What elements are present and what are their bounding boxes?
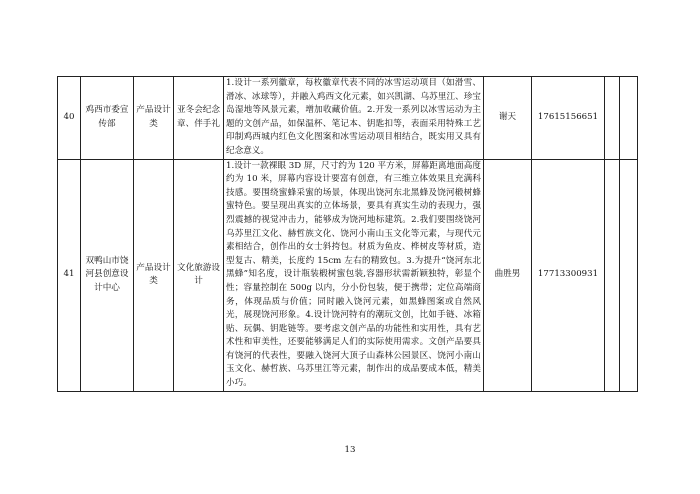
row-category: 产品设计类 xyxy=(134,159,174,391)
row-extra xyxy=(605,77,620,160)
row-extra xyxy=(620,159,638,391)
row-topic: 文化旅游设计 xyxy=(174,159,224,391)
row-index: 41 xyxy=(58,159,81,391)
row-description: 1.设计一款裸眼 3D 屏，尺寸约为 120 平方米，屏幕距离地面高度约为 10 米，屏幕内容设计要富有创意，有三维立体效果且充满科技感。要围绕蜜蜂采蜜的场景，体现出饶河东北黑蜂及饶河椴树蜂蜜特色。要呈现出真实的立体场景，要具有真实生动的表现力，强烈震撼的视觉冲击力，能够成为饶河地标建筑。2.我们要围绕饶河乌苏里江文化、赫哲族文化、饶河小南山玉文化等元素，与现代元素相结合，创作出的女士斜挎包。材质为鱼皮、桦树皮等材质，造型复古、精美，长度约 15cm 左右的精致包。3.为提升“饶河东北黑蜂”知名度，设计瓶装椴树蜜包装,容器形状需新颖独特，彰显个性；容量控制在 500g 以内，分小份包装，便于携带；定位高端商务，体现品质与价值；同时融入饶河元素，如黑蜂图案或自然风光，展现饶河形象。4.设计饶河特有的潮玩文创，比如手链、冰箱贴、玩偶、钥匙链等。要考虑文创产品的功能性和实用性，具有艺术性和审美性，还要能够满足人们的实际使用需求。文创产品要具有饶河的代表性，要融入饶河大顶子山森林公园景区、饶河小南山玉文化、赫哲族、乌苏里江等元素，制作出的成品要成本低，精美小巧。 xyxy=(224,159,484,391)
row-contact: 曲胜男 xyxy=(484,159,532,391)
table-row xyxy=(58,159,638,391)
row-extra xyxy=(620,77,638,160)
row-phone: 17713300931 xyxy=(532,159,605,391)
row-topic: 亚冬会纪念章、伴手礼 xyxy=(174,77,224,160)
row-description: 1.设计一系列徽章，每枚徽章代表不同的冰雪运动项目（如滑雪、滑冰、冰球等），并融入鸡西文化元素，如兴凯湖、乌苏里江、珍宝岛湿地等风景元素，增加收藏价值。2.开发一系列以冰雪运动为主题的文创产品，如保温杯、笔记本、钥匙扣等，表面采用特殊工艺印制鸡西城内红色文化图案和冰雪运动项目相结合，既实用又具有纪念意义。 xyxy=(224,77,484,160)
row-phone: 17615156651 xyxy=(532,77,605,160)
row-extra xyxy=(605,159,620,391)
row-unit: 双鸭山市饶河县创意设计中心 xyxy=(81,159,134,391)
row-category: 产品设计类 xyxy=(134,77,174,160)
row-index: 40 xyxy=(58,77,81,160)
project-table xyxy=(57,76,638,392)
row-unit: 鸡西市委宣传部 xyxy=(81,77,134,160)
row-contact: 谢天 xyxy=(484,77,532,160)
page-number: 13 xyxy=(344,445,356,455)
table-row xyxy=(58,77,638,160)
